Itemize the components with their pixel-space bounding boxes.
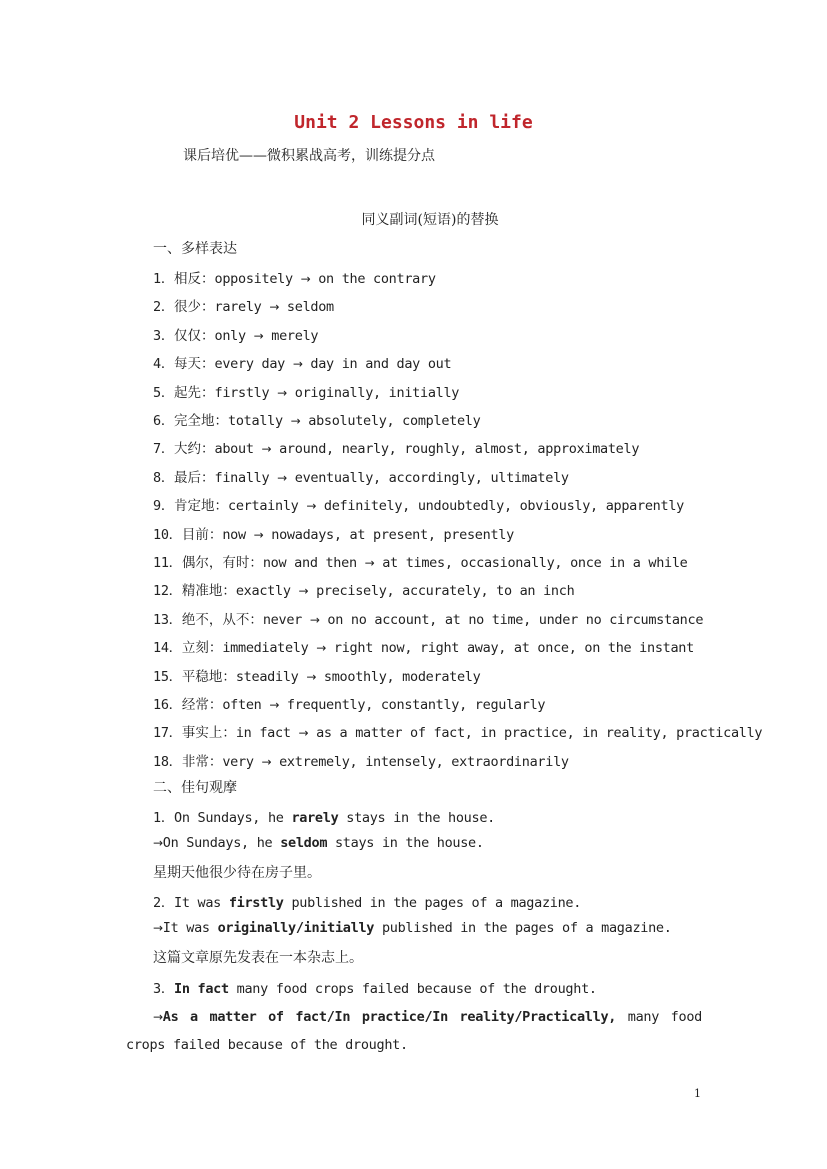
item-number: 6． <box>153 413 175 429</box>
arrow-icon: → <box>253 328 264 343</box>
synonym-item <box>153 352 451 372</box>
item-synonyms: precisely, accurately, to an inch <box>316 583 575 600</box>
item-number: 14． <box>153 640 182 657</box>
item-synonyms: day in and day out <box>310 356 452 373</box>
item-source-word: rarely <box>214 299 262 316</box>
synonym-item <box>153 551 688 571</box>
part1-heading: 一、多样表达 <box>153 241 237 257</box>
page-title: Unit 2 Lessons in life <box>294 112 533 133</box>
synonym-item <box>153 721 762 741</box>
item-meaning: 相反： <box>174 271 215 287</box>
arrow-icon: → <box>153 836 163 850</box>
item-source-word: in fact <box>235 725 291 742</box>
item-number: 15． <box>153 668 182 685</box>
synonym-item <box>153 665 480 685</box>
part2-heading: 二、佳句观摩 <box>153 780 237 796</box>
synonym-item <box>153 750 569 770</box>
text: published in the pages of a magazine. <box>283 895 582 911</box>
item-source-word: every day <box>214 356 285 373</box>
item-meaning: 平稳地： <box>181 668 236 685</box>
item-meaning: 每天： <box>174 356 215 373</box>
item-number: 10． <box>153 526 182 543</box>
synonym-item <box>153 579 574 599</box>
arrow-icon: → <box>269 698 280 712</box>
item-synonyms: extremely, intensely, extraordinarily <box>279 753 569 770</box>
arrow-icon: → <box>261 754 272 769</box>
item-meaning: 起先： <box>174 384 215 401</box>
text: On Sundays, he <box>174 810 292 826</box>
item-source-word: often <box>222 697 262 713</box>
item-meaning: 精准地： <box>181 583 236 600</box>
arrow-icon: → <box>290 414 301 428</box>
text: many food crops failed because of the drought. <box>126 1009 702 1053</box>
item-source-word: certainly <box>228 498 299 515</box>
item-source-word: only <box>214 327 246 344</box>
arrow-icon: → <box>364 556 375 570</box>
text: published in the pages of a magazine. <box>374 920 672 936</box>
item-meaning: 最后： <box>174 469 215 486</box>
highlight-word: seldom <box>280 835 328 851</box>
arrow-icon: → <box>306 499 317 514</box>
page-subtitle: 课后培优——微积累战高考，训练提分点 <box>183 148 435 164</box>
item-meaning: 立刻： <box>181 640 223 657</box>
synonym-item <box>153 295 334 315</box>
item-number: 11． <box>153 555 182 571</box>
example-2-translation: 这篇文章原先发表在一本杂志上。 <box>153 950 363 966</box>
example-number: 3． <box>153 981 175 997</box>
text: stays in the house. <box>338 810 495 826</box>
item-number: 18． <box>153 753 182 770</box>
item-synonyms: nowadays, at present, presently <box>271 526 514 543</box>
item-number: 17． <box>153 725 182 742</box>
item-number: 4． <box>153 356 175 373</box>
example-1-translation: 星期天他很少待在房子里。 <box>153 865 321 881</box>
highlight-word: In fact <box>174 981 229 997</box>
arrow-icon: → <box>300 272 311 286</box>
item-source-word: totally <box>228 413 283 429</box>
synonym-item <box>153 636 694 656</box>
item-synonyms: frequently, constantly, regularly <box>286 697 546 713</box>
example-1-rewrite <box>153 835 484 851</box>
arrow-icon: → <box>306 669 317 684</box>
text: On Sundays, he <box>162 835 281 851</box>
page-number: 1 <box>694 1087 701 1100</box>
arrow-icon: → <box>269 300 280 315</box>
item-synonyms: eventually, accordingly, ultimately <box>294 469 569 486</box>
synonym-item <box>153 693 545 713</box>
highlight-word: originally/initially <box>217 920 375 936</box>
arrow-icon: → <box>277 470 287 485</box>
item-source-word: exactly <box>235 583 291 600</box>
item-synonyms: at times, occasionally, once in a while <box>382 555 688 571</box>
item-synonyms: merely <box>271 327 319 344</box>
example-3-sentence <box>153 977 597 997</box>
item-synonyms: smoothly, moderately <box>323 668 481 685</box>
text: It was <box>162 920 218 936</box>
item-source-word: immediately <box>222 640 309 657</box>
item-number: 7． <box>153 441 175 458</box>
item-number: 9． <box>153 498 175 515</box>
synonym-item <box>153 523 514 543</box>
item-source-word: never <box>262 611 302 628</box>
item-source-word: now and then <box>262 555 357 571</box>
item-synonyms: absolutely, completely <box>308 413 481 429</box>
synonym-item <box>153 437 639 457</box>
arrow-icon: → <box>153 921 163 935</box>
text: stays in the house. <box>327 835 484 851</box>
synonym-item <box>153 494 684 514</box>
synonym-item <box>153 608 703 628</box>
item-source-word: very <box>222 753 254 770</box>
item-synonyms: around, nearly, roughly, almost, approximately <box>279 441 640 458</box>
item-meaning: 绝不，从不： <box>181 611 263 628</box>
item-source-word: about <box>214 441 254 458</box>
arrow-icon: → <box>309 612 320 627</box>
item-number: 16． <box>153 697 182 713</box>
item-synonyms: seldom <box>286 299 334 316</box>
example-2-rewrite <box>153 920 672 936</box>
text: It was <box>174 895 229 911</box>
item-synonyms: on no account, at no time, under no circumstance <box>327 611 704 628</box>
item-source-word: steadily <box>235 668 299 685</box>
item-synonyms: right now, right away, at once, on the instant <box>333 640 694 657</box>
item-meaning: 很少： <box>174 299 215 316</box>
item-source-word: now <box>222 526 246 543</box>
item-synonyms: definitely, undoubtedly, obviously, apparently <box>323 498 684 515</box>
synonym-item <box>153 466 569 486</box>
synonym-item <box>153 409 480 429</box>
highlight-word: firstly <box>228 895 284 911</box>
item-number: 12． <box>153 583 182 600</box>
item-source-word: oppositely <box>214 271 293 287</box>
item-meaning: 偶尔，有时： <box>181 555 263 571</box>
item-synonyms: on the contrary <box>318 271 436 287</box>
item-number: 13． <box>153 611 182 628</box>
item-synonyms: originally, initially <box>294 384 460 401</box>
item-meaning: 目前： <box>181 526 223 543</box>
item-meaning: 仅仅： <box>174 327 215 344</box>
item-number: 2． <box>153 299 175 316</box>
example-number: 1． <box>153 810 175 826</box>
example-number: 2． <box>153 895 175 911</box>
item-number: 1． <box>153 271 175 287</box>
item-meaning: 事实上： <box>181 725 236 742</box>
item-source-word: finally <box>214 469 270 486</box>
text: many food crops failed because of the drought. <box>228 981 597 997</box>
arrow-icon: → <box>153 1010 163 1024</box>
item-meaning: 大约： <box>174 441 215 458</box>
arrow-icon: → <box>316 641 327 656</box>
highlight-word: rarely <box>291 810 339 826</box>
section-title: 同义副词(短语)的替换 <box>361 212 499 228</box>
example-1-sentence <box>153 806 495 826</box>
highlight-word: As a matter of fact/In practice/In reality/Practically, <box>162 1009 617 1025</box>
item-number: 3． <box>153 327 175 344</box>
arrow-icon: → <box>298 584 309 599</box>
example-2-sentence <box>153 891 581 911</box>
item-number: 5． <box>153 384 175 401</box>
arrow-icon: → <box>253 527 264 542</box>
arrow-icon: → <box>298 726 309 741</box>
synonym-item <box>153 267 436 287</box>
item-source-word: firstly <box>214 384 270 401</box>
item-meaning: 经常： <box>181 697 223 713</box>
synonym-item <box>153 324 318 344</box>
item-meaning: 完全地： <box>174 413 229 429</box>
item-number: 8． <box>153 469 175 486</box>
arrow-icon: → <box>261 442 272 457</box>
arrow-icon: → <box>292 357 303 372</box>
arrow-icon: → <box>277 385 287 400</box>
synonym-item <box>153 381 459 401</box>
item-meaning: 肯定地： <box>174 498 229 515</box>
example-3-rewrite <box>126 1003 702 1059</box>
item-synonyms: as a matter of fact, in practice, in reality, practically <box>316 725 763 742</box>
item-meaning: 非常： <box>181 753 223 770</box>
